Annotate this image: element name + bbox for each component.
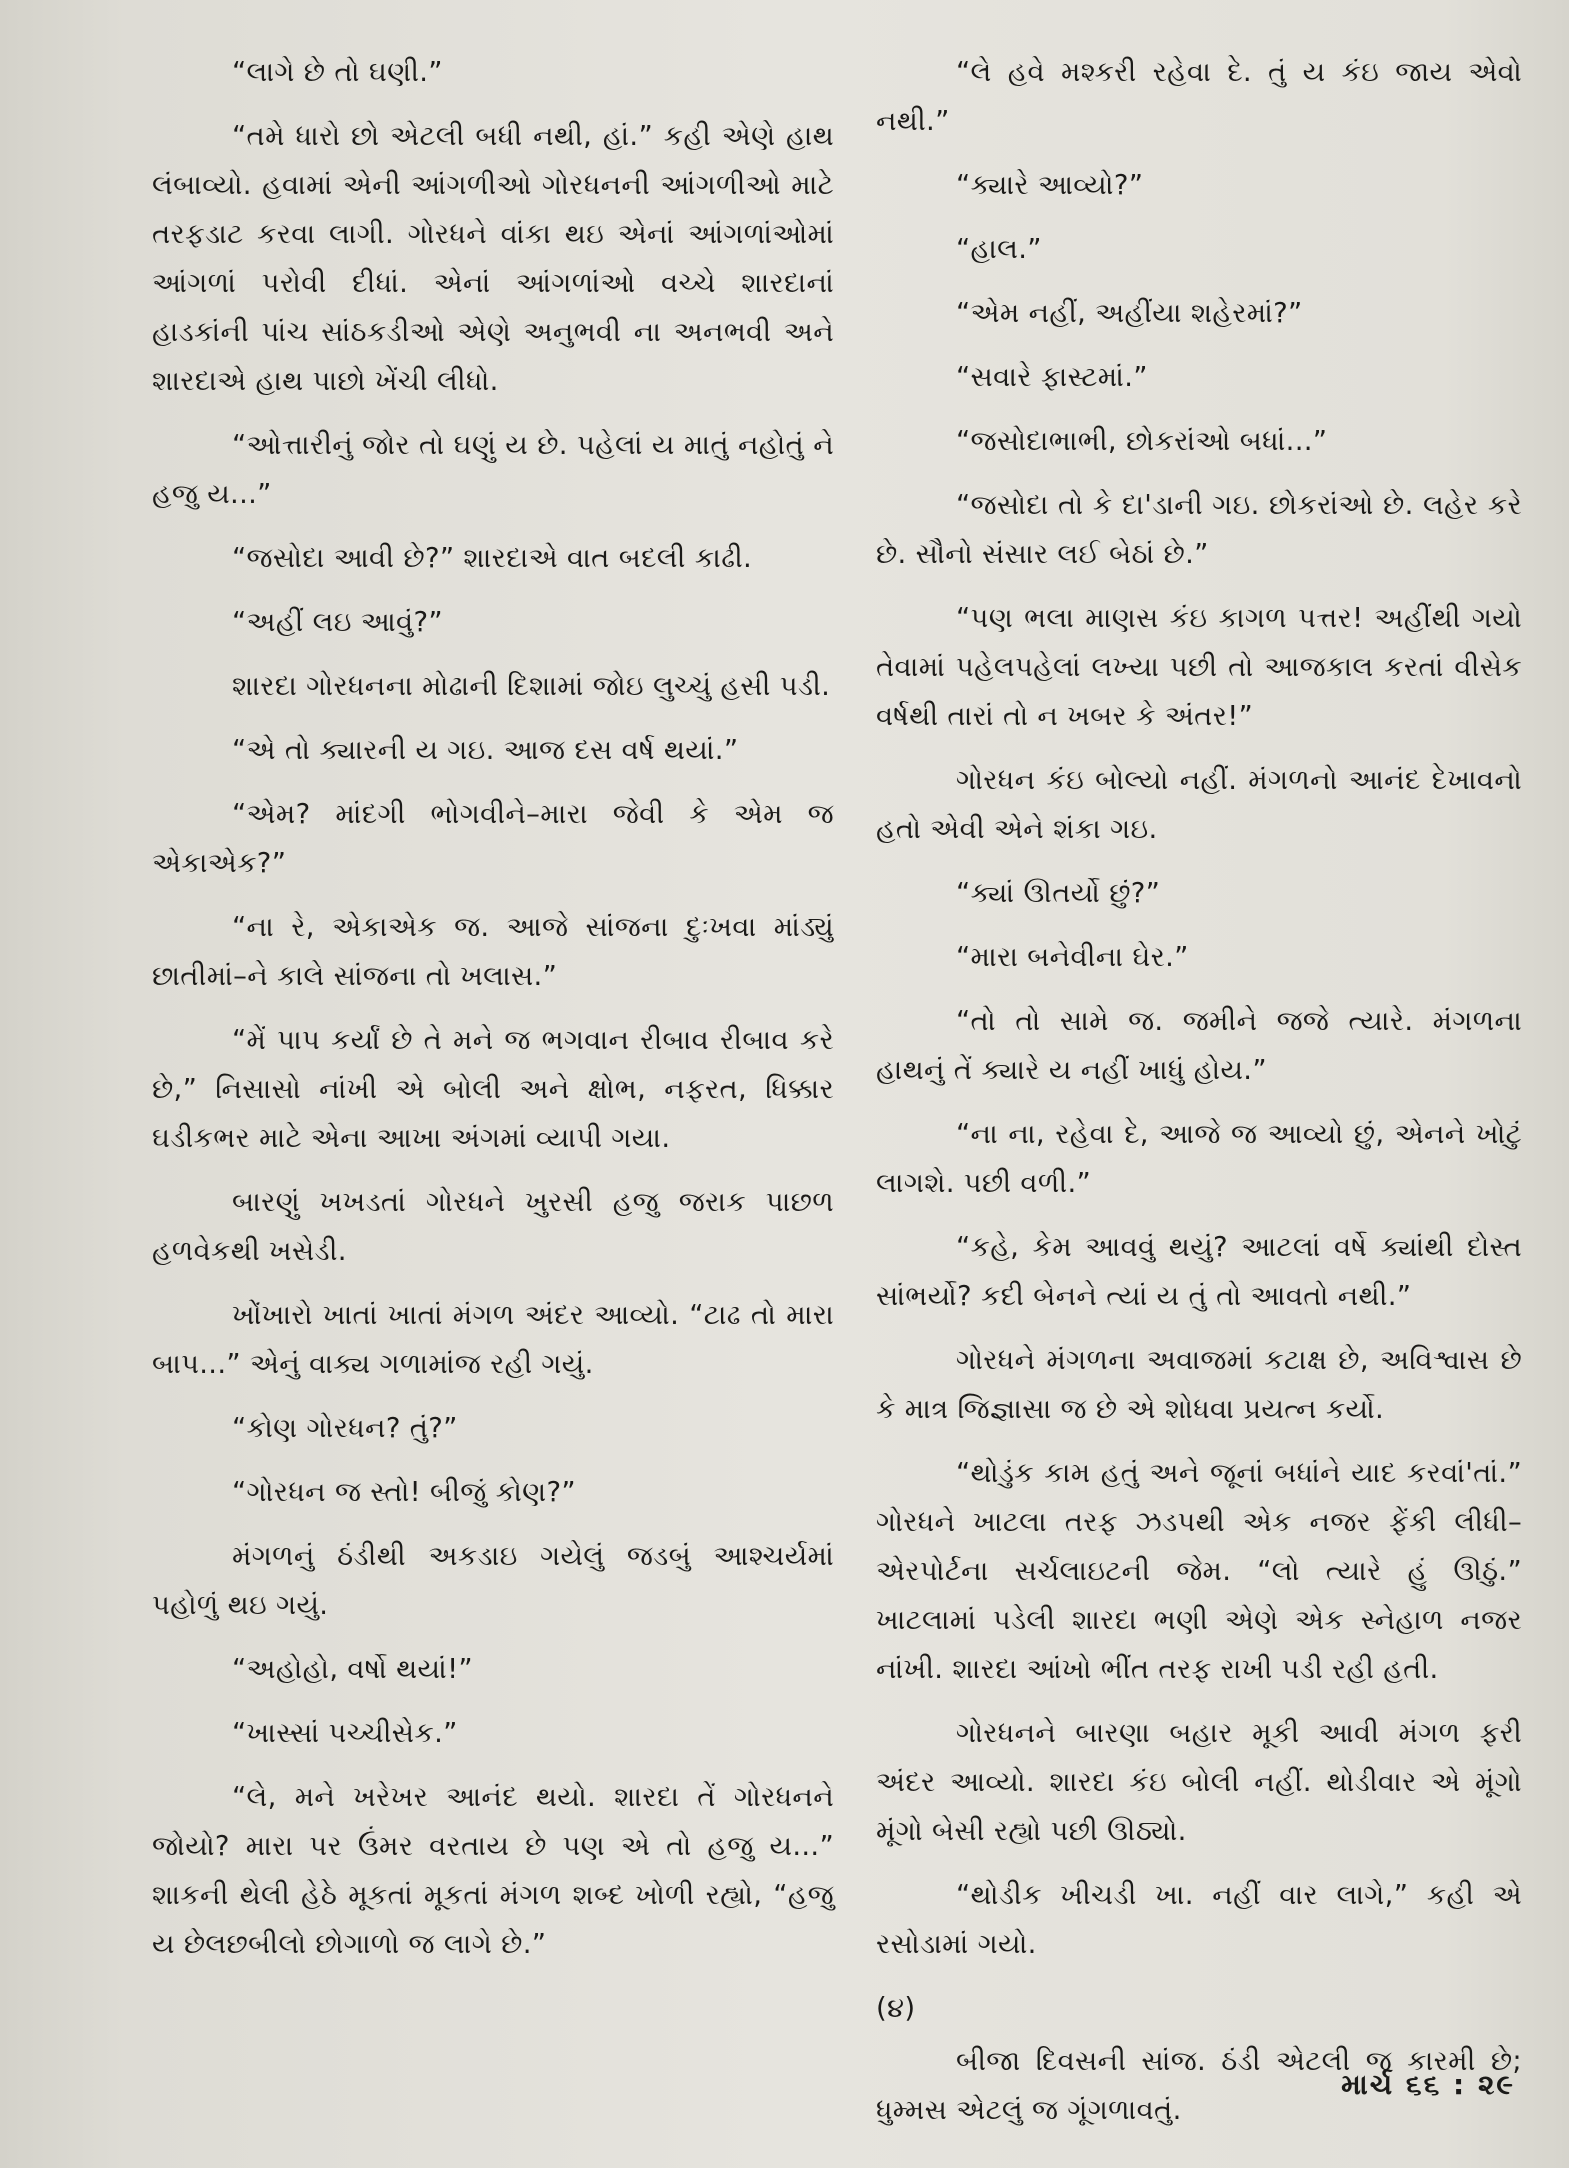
paragraph: “તમે ધારો છો એટલી બધી નથી, હાં.” કહી એણે હાથ લંબાવ્યો. હવામાં એની આંગળીઓ ગોરધનની આંગળીઓ માટે તરફડાટ કરવા લાગી. ગોરધને વાંકા થઇ એનાં આંગળાંઓમાં આંગળાં પરોવી દીધાં. એનાં આંગળાંઓ વચ્ચે શારદાનાં હાડકાંની પાંચ સાંઠકડીઓ એણે અનુભવી ના અનભવી અને શારદાએ હાથ પાછો ખેંચી લીધો. bbox=[152, 120, 834, 397]
paragraph: “મેં પાપ કર્યાં છે તે મને જ ભગવાન રીબાવ રીબાવ કરે છે,” નિસાસો નાંખી એ બોલી અને ક્ષોભ, નફરત, ધિક્કાર ઘડીકભર માટે એના આખા અંગમાં વ્યાપી ગયા. bbox=[152, 1024, 834, 1154]
paragraph: “મારા બનેવીના ઘેર.” bbox=[956, 941, 1189, 973]
paragraph: બીજા દિવસની સાંજ. ઠંડી એટલી જ કારમી છે; ધુમ્મસ એટલું જ ગૂંગળાવતું. bbox=[876, 2045, 1522, 2126]
paragraph: “કહે, કેમ આવવું થયું? આટલાં વર્ષે ક્યાંથી દોસ્ત સાંભર્યો? કદી બેનને ત્યાં ય તું તો આવતો નથી.” bbox=[876, 1231, 1522, 1312]
paragraph: “પણ ભલા માણસ કંઇ કાગળ પત્તર! અહીંથી ગયો તેવામાં પહેલપહેલાં લખ્યા પછી તો આજકાલ કરતાં વીસેક વર્ષથી તારાં તો ન ખબર કે અંતર!” bbox=[876, 602, 1522, 732]
paragraph: “જસોદાભાભી, છોકરાંઓ બધાં...” bbox=[956, 425, 1328, 457]
paragraph: “કોણ ગોરધન? તું?” bbox=[232, 1412, 458, 1444]
paragraph: “થોડુંક કામ હતું અને જૂનાં બધાંને યાદ કરવાં'તાં.” ગોરધને ખાટલા તરફ ઝડપથી એક નજર ફેંકી લીધી– એરપોર્ટના સર્ચલાઇટની જેમ. “લો ત્યારે હું ઊઠું.” ખાટલામાં પડેલી શારદા ભણી એણે એક સ્નેહાળ નજર નાંખી. શારદા આંખો ભીંત તરફ રાખી પડી રહી હતી. bbox=[876, 1457, 1522, 1685]
paragraph: “અહોહો, વર્ષો થયાં!” bbox=[232, 1653, 473, 1685]
paragraph: “હાલ.” bbox=[956, 233, 1042, 265]
paragraph: મંગળનું ઠંડીથી અકડાઇ ગયેલું જડબું આશ્ચર્યમાં પહોળું થઇ ગયું. bbox=[152, 1540, 834, 1621]
paragraph: “ઓત્તારીનું જોર તો ઘણું ય છે. પહેલાં ય માતું નહોતું ને હજુ ય...” bbox=[152, 429, 834, 510]
paragraph: “થોડીક ખીચડી ખા. નહીં વાર લાગે,” કહી એ રસોડામાં ગયો. bbox=[876, 1879, 1522, 1960]
paragraph: “લાગે છે તો ઘણી.” bbox=[232, 56, 443, 88]
paragraph: “ખાસ્સાં પચ્ચીસેક.” bbox=[232, 1717, 458, 1749]
paragraph: ગોરધન કંઇ બોલ્યો નહીં. મંગળનો આનંદ દેખાવનો હતો એવી એને શંકા ગઇ. bbox=[876, 764, 1522, 845]
paragraph: “લે, મને ખરેખર આનંદ થયો. શારદા તેં ગોરધનને જોયો? મારા પર ઉંમર વરતાય છે પણ એ તો હજુ ય...” શાકની થેલી હેઠે મૂકતાં મૂકતાં મંગળ શબ્દ ખોળી રહ્યો, “હજુ ય છેલછબીલો છોગાળો જ લાગે છે.” bbox=[152, 1781, 834, 1960]
left-column bbox=[152, 48, 834, 1984]
paragraph: “જસોદા આવી છે?” શારદાએ વાત બદલી કાઢી. bbox=[232, 542, 753, 574]
paragraph: “એમ? માંદગી ભોગવીને–મારા જેવી કે એમ જ એકાએક?” bbox=[152, 798, 834, 879]
column-gutter bbox=[850, 40, 851, 2020]
section-number: (૪) bbox=[876, 1992, 916, 2024]
paragraph: “તો તો સામે જ. જમીને જજે ત્યારે. મંગળના હાથનું તેં ક્યારે ય નહીં ખાધું હોય.” bbox=[876, 1005, 1522, 1086]
paragraph: “એ તો ક્યારની ય ગઇ. આજ દસ વર્ષ થયાં.” bbox=[232, 734, 739, 766]
paragraph: “એમ નહીં, અહીંયા શહેરમાં?” bbox=[956, 297, 1303, 329]
paragraph: “ક્યાં ઊતર્યો છું?” bbox=[956, 877, 1161, 909]
paragraph: ગોરધનને બારણા બહાર મૂકી આવી મંગળ ફરી અંદર આવ્યો. શારદા કંઇ બોલી નહીં. થોડીવાર એ મૂંગો મૂંગો બેસી રહ્યો પછી ઊઠ્યો. bbox=[876, 1717, 1522, 1847]
paragraph: “સવારે ફાસ્ટમાં.” bbox=[956, 361, 1148, 393]
paragraph: બારણું ખખડતાં ગોરધને ખુરસી હજુ જરાક પાછળ હળવેકથી ખસેડી. bbox=[152, 1186, 834, 1267]
paragraph: ખોંખારો ખાતાં ખાતાં મંગળ અંદર આવ્યો. “ટાઢ તો મારા બાપ...” એનું વાક્ય ગળામાંજ રહી ગયું. bbox=[152, 1299, 834, 1380]
page-footer: માર્ચ ૬૬ : ૨૯ bbox=[1341, 2068, 1515, 2101]
right-column bbox=[876, 48, 1522, 2150]
paragraph: “ના રે, એકાએક જ. આજે સાંજના દુઃખવા માંડ્યું છાતીમાં–ને કાલે સાંજના તો ખલાસ.” bbox=[152, 911, 834, 992]
paragraph: “લે હવે મશ્કરી રહેવા દે. તું ય કંઇ જાય એવો નથી.” bbox=[876, 56, 1522, 137]
paragraph: ગોરધને મંગળના અવાજમાં કટાક્ષ છે, અવિશ્વાસ છે કે માત્ર જિજ્ઞાસા જ છે એ શોધવા પ્રયત્ન કર્યો. bbox=[876, 1344, 1522, 1425]
paragraph: “ક્યારે આવ્યો?” bbox=[956, 169, 1144, 201]
paragraph: “અહીં લઇ આવું?” bbox=[232, 606, 443, 638]
paragraph: “ગોરધન જ સ્તો! બીજું કોણ?” bbox=[232, 1476, 576, 1508]
paragraph: “જસોદા તો કે દા'ડાની ગઇ. છોકરાંઓ છે. લહેર કરે છે. સૌનો સંસાર લઈ બેઠાં છે.” bbox=[876, 489, 1522, 570]
paragraph: શારદા ગોરધનના મોઢાની દિશામાં જોઇ લુચ્ચું હસી પડી. bbox=[232, 670, 831, 702]
paragraph: “ના ના, રહેવા દે, આજે જ આવ્યો છું, એનને ખોટું લાગશે. પછી વળી.” bbox=[876, 1118, 1522, 1199]
